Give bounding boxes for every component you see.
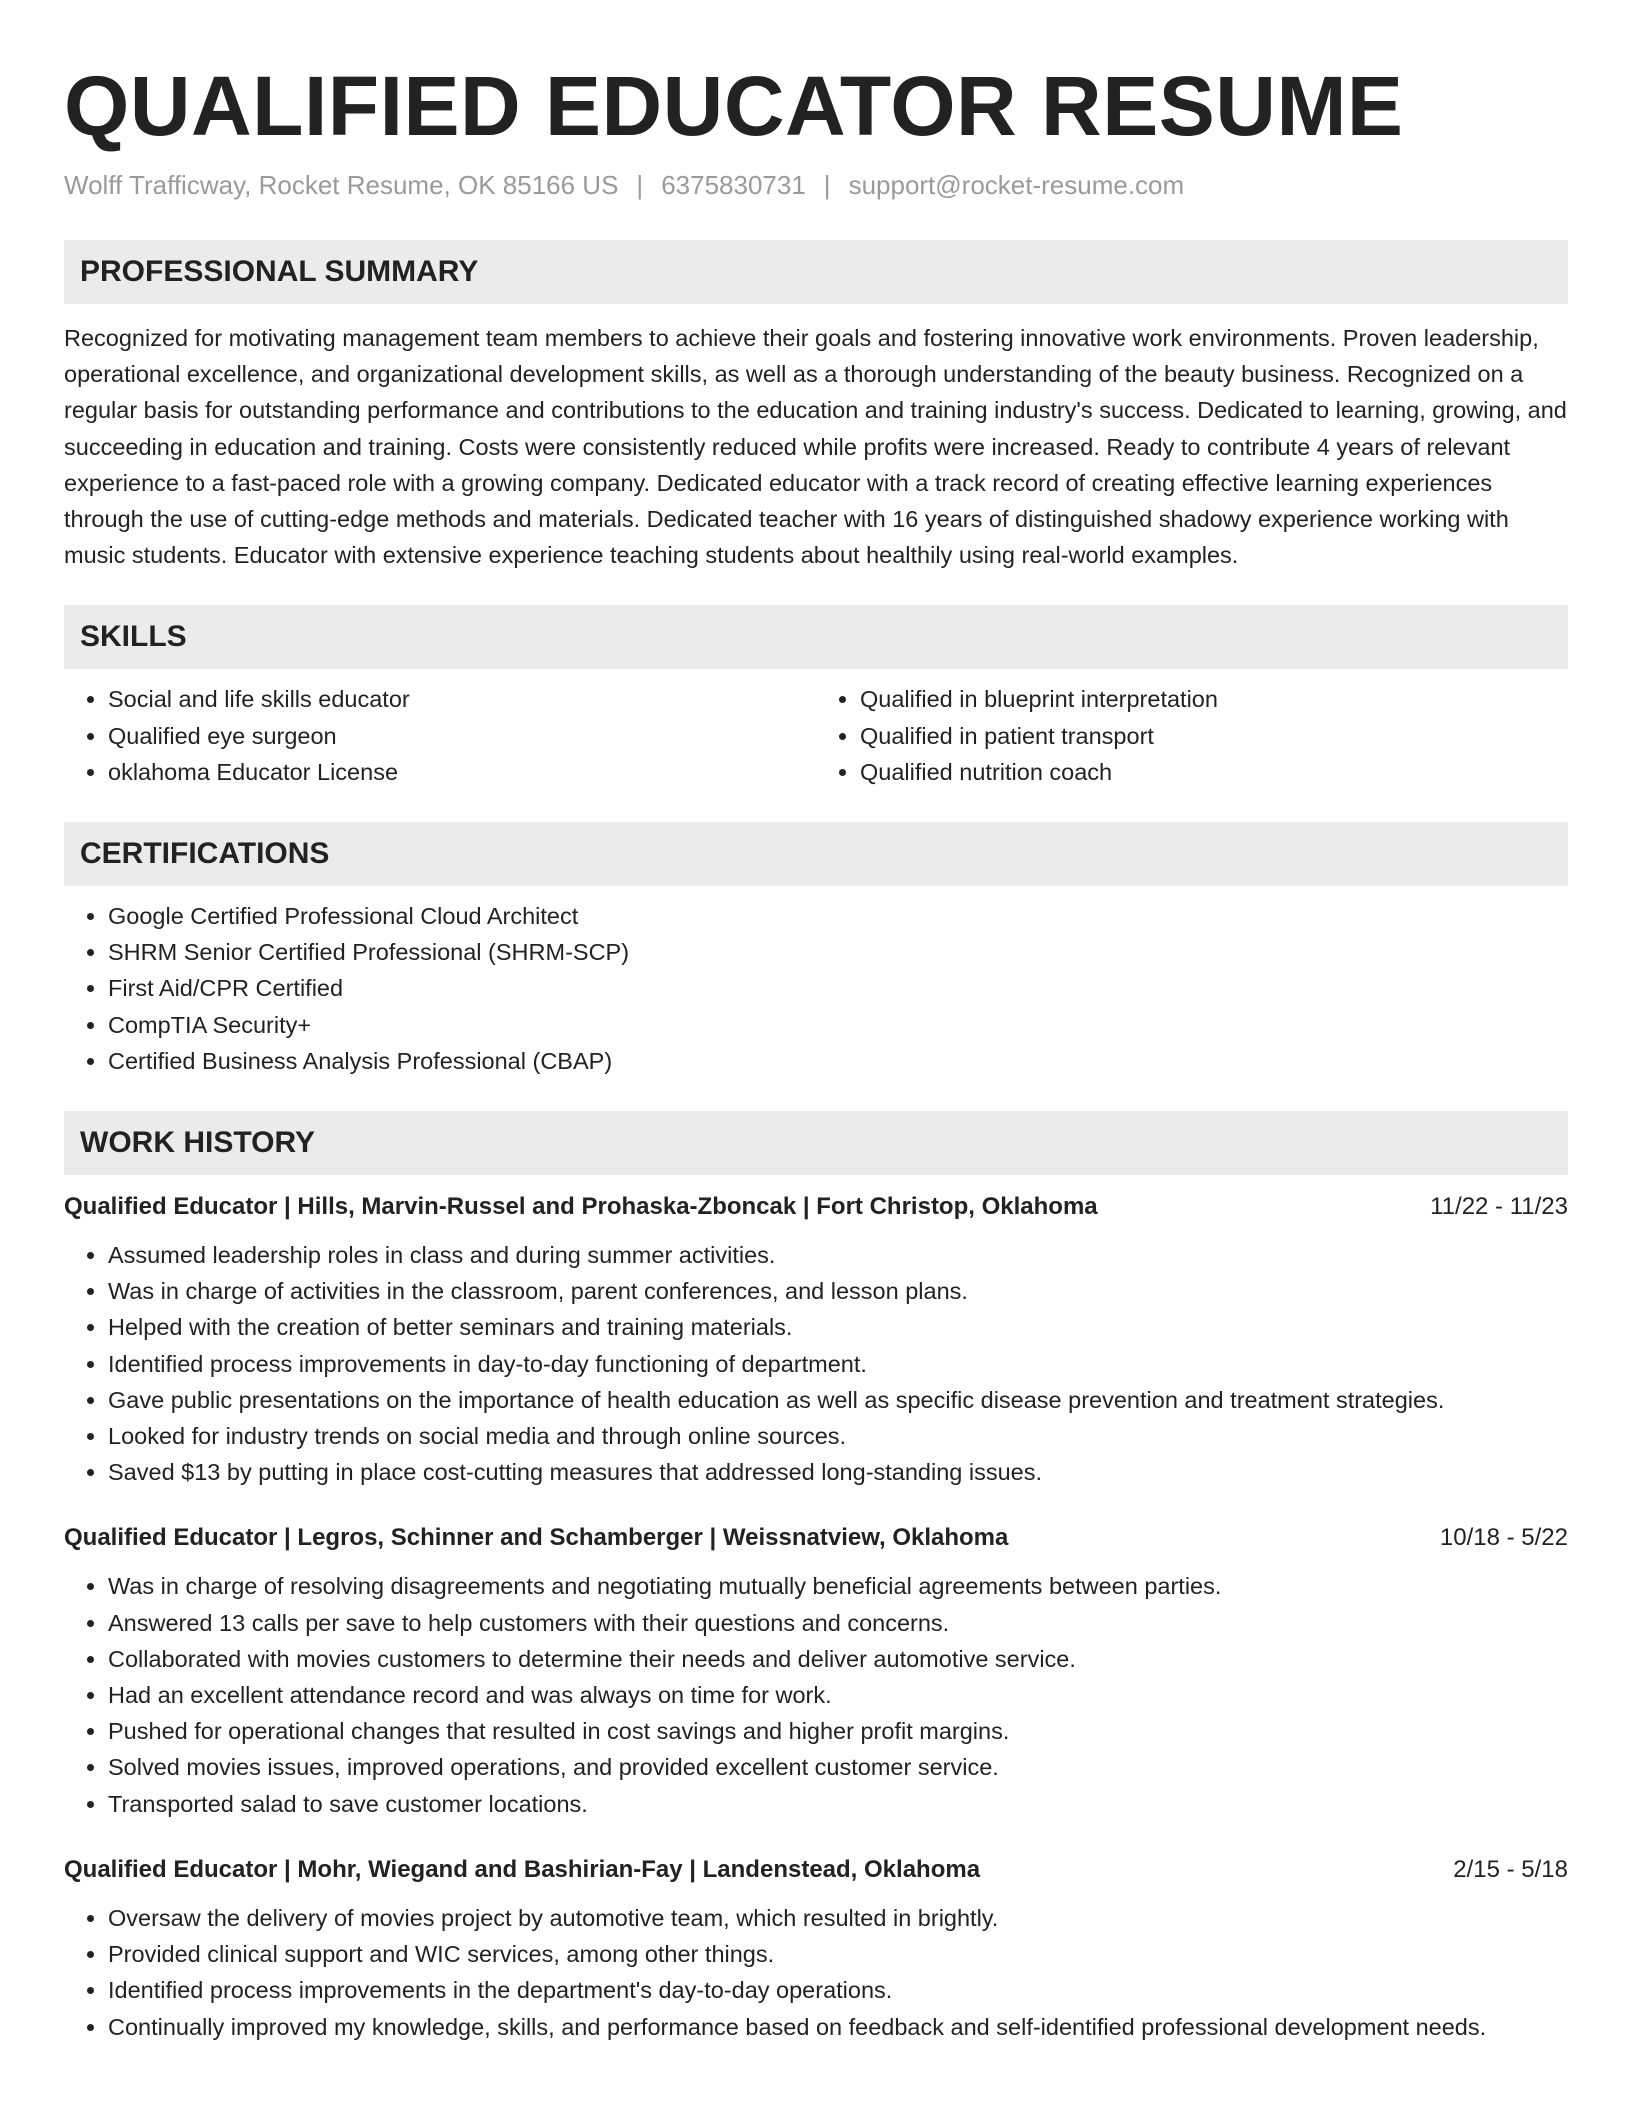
- skills-list-left: [64, 681, 816, 790]
- job-bullet: • Gave public presentations on the importance of health education as well as specific disease prevention and treatment strategies.: [108, 1382, 1568, 1418]
- contact-separator: |: [823, 170, 831, 200]
- skills-list-right: [816, 681, 1568, 790]
- job-dates: 10/18 - 5/22: [1439, 1524, 1568, 1552]
- certification-item: • Google Certified Professional Cloud Architect: [108, 898, 1568, 934]
- contact-address: Wolff Trafficway, Rocket Resume, OK 85166 US: [64, 170, 619, 200]
- job-bullet: • Collaborated with movies customers to determine their needs and deliver automotive service.: [108, 1641, 1568, 1677]
- contact-email: support@rocket-resume.com: [848, 170, 1185, 200]
- certifications-list: [64, 898, 1568, 1079]
- job-title: Qualified Educator | Hills, Marvin-Russel and Prohaska-Zboncak | Fort Christop, Oklahoma: [64, 1193, 1098, 1221]
- certification-item: • CompTIA Security+: [108, 1007, 1568, 1043]
- skill-item: • oklahoma Educator License: [108, 754, 816, 790]
- section-heading-summary: PROFESSIONAL SUMMARY: [64, 240, 1568, 304]
- section-heading-work-history: WORK HISTORY: [64, 1111, 1568, 1175]
- job-bullet: • Continually improved my knowledge, skills, and performance based on feedback and self-identified professional development needs.: [108, 2009, 1568, 2045]
- skills-grid: [64, 681, 1568, 790]
- skill-item: • Qualified eye surgeon: [108, 718, 816, 754]
- certification-item: • SHRM Senior Certified Professional (SHRM-SCP): [108, 934, 1568, 970]
- section-heading-certifications: CERTIFICATIONS: [64, 822, 1568, 886]
- job-bullets: [64, 1568, 1568, 1821]
- job-dates: 2/15 - 5/18: [1453, 1855, 1568, 1883]
- contact-phone: 6375830731: [661, 170, 806, 200]
- job-bullets: [64, 1237, 1568, 1490]
- contact-separator: |: [636, 170, 644, 200]
- job-dates: 11/22 - 11/23: [1430, 1193, 1568, 1221]
- certification-item: • First Aid/CPR Certified: [108, 970, 1568, 1006]
- job-title: Qualified Educator | Legros, Schinner and Schamberger | Weissnatview, Oklahoma: [64, 1524, 1009, 1552]
- skill-item: • Qualified nutrition coach: [860, 754, 1568, 790]
- skill-item: • Social and life skills educator: [108, 681, 816, 717]
- job-bullet: • Answered 13 calls per save to help customers with their questions and concerns.: [108, 1605, 1568, 1641]
- contact-line: [64, 168, 1568, 202]
- job-entry: [64, 1520, 1568, 1821]
- job-bullet: • Was in charge of resolving disagreements and negotiating mutually beneficial agreements between parties.: [108, 1568, 1568, 1604]
- job-bullet: • Assumed leadership roles in class and during summer activities.: [108, 1237, 1568, 1273]
- section-heading-skills: SKILLS: [64, 605, 1568, 669]
- job-bullet: • Provided clinical support and WIC services, among other things.: [108, 1936, 1568, 1972]
- resume-title: QUALIFIED EDUCATOR RESUME: [64, 59, 1404, 153]
- job-header: [64, 1852, 1568, 1888]
- job-header: [64, 1189, 1568, 1225]
- skill-item: • Qualified in blueprint interpretation: [860, 681, 1568, 717]
- job-bullet: • Pushed for operational changes that resulted in cost savings and higher profit margins.: [108, 1713, 1568, 1749]
- job-bullet: • Helped with the creation of better seminars and training materials.: [108, 1309, 1568, 1345]
- job-bullet: • Identified process improvements in the department's day-to-day operations.: [108, 1972, 1568, 2008]
- job-bullet: • Identified process improvements in day-to-day functioning of department.: [108, 1346, 1568, 1382]
- job-bullet: • Saved $13 by putting in place cost-cutting measures that addressed long-standing issues.: [108, 1454, 1568, 1490]
- job-header: [64, 1520, 1568, 1556]
- job-bullet: • Solved movies issues, improved operations, and provided excellent customer service.: [108, 1749, 1568, 1785]
- job-title: Qualified Educator | Mohr, Wiegand and Bashirian-Fay | Landenstead, Oklahoma: [64, 1855, 981, 1883]
- job-entry: [64, 1189, 1568, 1490]
- certification-item: • Certified Business Analysis Professional (CBAP): [108, 1043, 1568, 1079]
- job-entry: [64, 1852, 1568, 2045]
- job-bullet: • Transported salad to save customer locations.: [108, 1786, 1568, 1822]
- skill-item: • Qualified in patient transport: [860, 718, 1568, 754]
- summary-text: Recognized for motivating management team members to achieve their goals and fostering innovative work environments. Proven leadership, operational excellence, and organizational development skills, as well as a thorough understanding of the beauty business. Recognized on a regular basis for outstanding performance and contributions to the education and training industry's success. Dedicated to learning, growing, and succeeding in education and training. Costs were consistently reduced while profits were increased. Ready to contribute 4 years of relevant experience to a fast-paced role with a growing company. Dedicated educator with a track record of creating effective learning experiences through the use of cutting-edge methods and materials. Dedicated teacher with 16 years of distinguished shadowy experience working with music students. Educator with extensive experience teaching students about healthily using real-world examples.: [64, 325, 1567, 569]
- job-bullets: [64, 1900, 1568, 2045]
- job-bullet: • Was in charge of activities in the classroom, parent conferences, and lesson plans.: [108, 1273, 1568, 1309]
- job-bullet: • Oversaw the delivery of movies project by automotive team, which resulted in brightly.: [108, 1900, 1568, 1936]
- job-bullet: • Looked for industry trends on social media and through online sources.: [108, 1418, 1568, 1454]
- job-bullet: • Had an excellent attendance record and was always on time for work.: [108, 1677, 1568, 1713]
